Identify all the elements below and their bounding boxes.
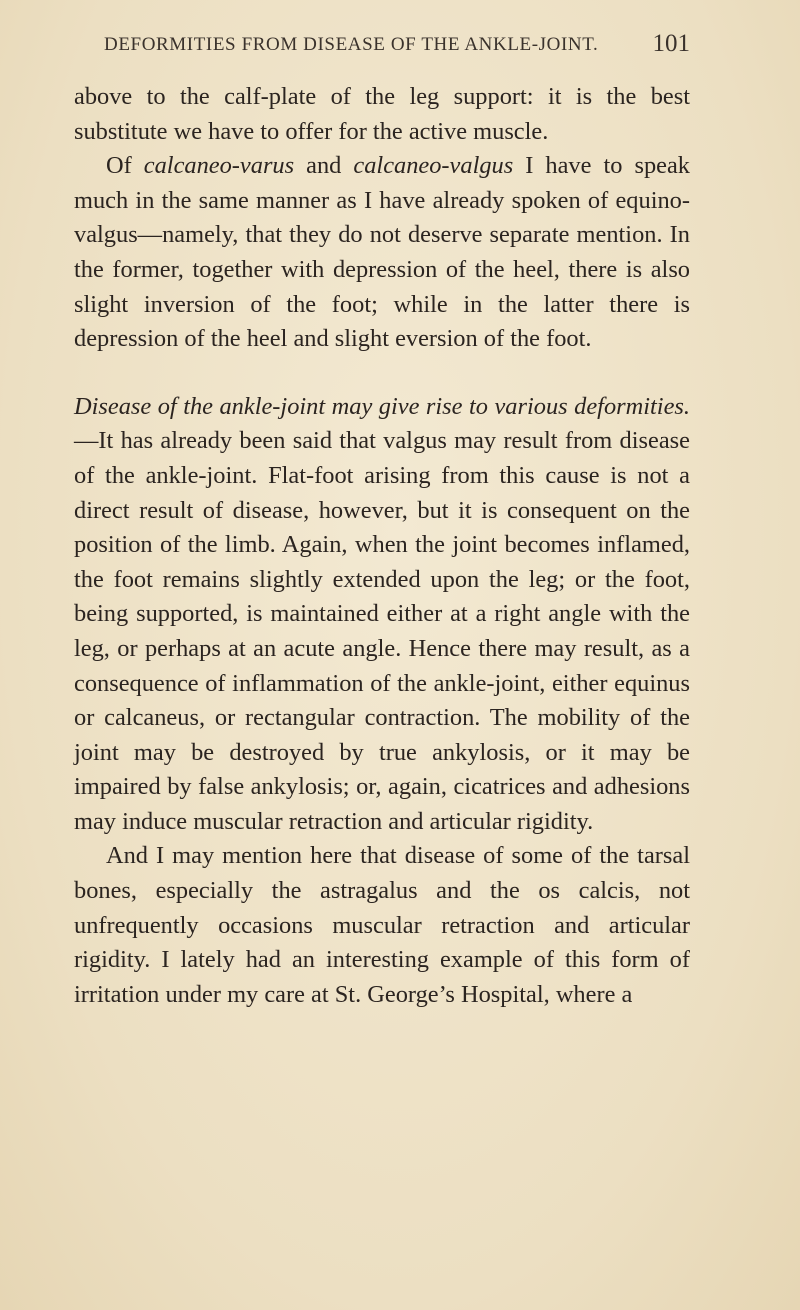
paragraph-tarsal-bones: And I may mention here that disease of some of the tarsal bones, especially the astragalus and the os calcis, not unfrequently occasions muscular retraction and articular rigidity. I lately had an interesting example of this form of irritation under my care at St. George’s Hospital, where a bbox=[74, 842, 690, 1008]
running-head-title: DEFORMITIES FROM DISEASE OF THE ANKLE-JOINT. bbox=[104, 34, 599, 55]
term-calcaneo-varus: calcaneo-varus bbox=[143, 152, 295, 180]
body-text bbox=[74, 80, 690, 1012]
paragraph-body: I have to speak much in the same manner as I have already spoken of equino-valgus—namely, that they do not deserve separate mention. In the former, together with depression of the heel, there is also slight inversion of the foot; while in the latter there is depression of the heel and slight eversion of the foot. bbox=[74, 152, 690, 353]
running-head bbox=[104, 30, 690, 64]
term-calcaneo-valgus: calcaneo-valgus bbox=[353, 152, 514, 180]
page-number: 101 bbox=[652, 30, 690, 57]
paragraph-calcaneo bbox=[74, 149, 690, 357]
section-heading: Disease of the ankle-joint may give rise to various deformities. bbox=[74, 392, 690, 420]
paragraph-continuation: above to the calf-plate of the leg support: it is the best substitute we have to offer for the active muscle. bbox=[74, 83, 690, 145]
paragraph-connector: and bbox=[294, 152, 354, 180]
paragraph-prefix: Of bbox=[106, 152, 144, 180]
paragraph-ankle-disease bbox=[74, 390, 690, 840]
paragraph-body: —It has already been said that valgus may result from disease of the ankle-joint. Flat-foot arising from this cause is not a direct result of disease, however, but it is consequent on the position of the limb. Again, when the joint becomes inflamed, the foot remains slightly extended upon the leg; or the foot, being supported, is maintained either at a right angle with the leg, or perhaps at an acute angle. Hence there may result, as a consequence of inflammation of the ankle-joint, either equinus or calcaneus, or rectangular contraction. The mobility of the joint may be destroyed by true ankylosis, or it may be impaired by false ankylosis; or, again, cicatrices and adhesions may induce muscular retraction and articular rigidity. bbox=[74, 427, 690, 835]
